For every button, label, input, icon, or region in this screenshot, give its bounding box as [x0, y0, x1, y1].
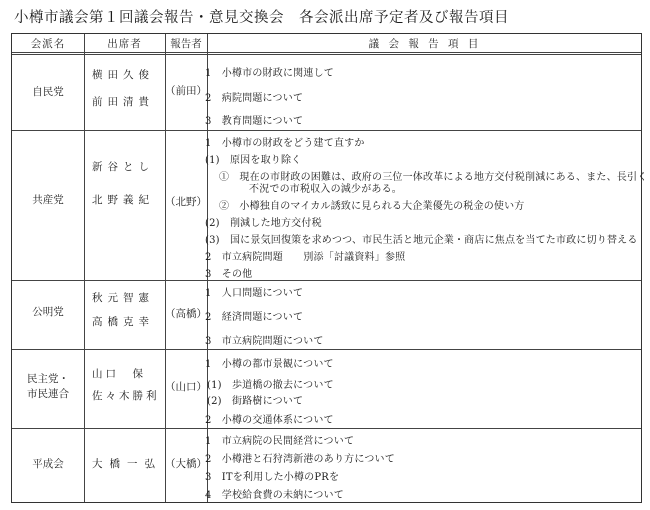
report-item: 1 小樽市の財政に関連して	[205, 68, 334, 79]
report-item: 1 人口問題について	[205, 288, 304, 299]
party-name	[12, 372, 84, 402]
reporter: （前田）	[165, 85, 207, 97]
report-item: 3 教育問題について	[205, 116, 304, 127]
report-item: 1 小樽の都市景観について	[205, 359, 334, 370]
report-item: 2 病院問題について	[205, 93, 304, 104]
party-name: 公明党	[32, 305, 64, 318]
attendee: 大橋一弘	[92, 458, 162, 470]
header-reporter: 報告者	[170, 38, 202, 50]
attendee: 横田久俊	[92, 69, 154, 81]
row-divider	[12, 280, 641, 281]
report-item: 3 市立病院問題について	[205, 336, 324, 347]
party-name: 平成会	[32, 457, 64, 470]
report-item: 3 ITを利用した小樽のPRを	[205, 472, 340, 483]
report-item: (2) 街路樹について	[207, 396, 304, 407]
report-item: 2 市立病院問題 別添「討議資料」参照	[205, 252, 406, 263]
party-name-line: 市民連合	[27, 388, 69, 400]
row-divider	[12, 349, 641, 350]
column-divider	[165, 34, 166, 502]
report-item: (1) 原因を取り除く	[205, 155, 302, 166]
header-divider	[12, 52, 641, 55]
header-attendees: 出席者	[107, 38, 142, 50]
attendee: 山口 保	[92, 368, 146, 380]
report-item: 2 小樽港と石狩湾新港のあり方について	[205, 454, 395, 465]
reporter: （高橋）	[165, 308, 207, 320]
attendee: 前田清貴	[92, 96, 154, 108]
reporter: （山口）	[165, 381, 207, 393]
party-name: 自民党	[32, 85, 64, 98]
reporter: （北野）	[165, 196, 207, 208]
party-name-line: 民主党・	[27, 373, 69, 386]
row-divider	[12, 428, 641, 429]
attendee: 佐々木勝利	[92, 390, 160, 402]
header-items: 議 会 報 告 項 目	[368, 38, 482, 50]
report-item: 1 小樽市の財政をどう建て直すか	[205, 138, 365, 149]
report-item: (2) 削減した地方交付税	[205, 218, 322, 229]
report-item: 1 市立病院の民間経営について	[205, 436, 355, 447]
report-item: 不況での市税収入の減少がある。	[249, 184, 402, 195]
party-name: 共産党	[32, 193, 64, 206]
report-table	[11, 33, 648, 503]
page-title: 小樽市議会第１回議会報告・意見交換会 各会派出席予定者及び報告項目	[14, 10, 509, 26]
report-item: 4 学校給食費の未納について	[205, 490, 344, 501]
attendee: 北野義紀	[92, 194, 154, 206]
header-party: 会派名	[30, 38, 66, 50]
report-item: 3 その他	[205, 269, 253, 280]
attendee: 新谷とし	[92, 161, 154, 173]
report-item: 2 小樽の交通体系について	[205, 415, 334, 426]
report-item: (3) 国に景気回復策を求めつつ、市民生活と地元企業・商店に焦点を当てた市政に切り替える	[205, 235, 638, 246]
attendee: 高橋克幸	[92, 316, 154, 328]
column-divider	[84, 34, 85, 502]
report-item: (1) 歩道橋の撤去について	[207, 380, 334, 391]
row-divider	[12, 130, 641, 131]
report-item: 2 経済問題について	[205, 312, 304, 323]
report-item: ② 小樽独自のマイカル誘致に見られる大企業優先の税金の使い方	[219, 201, 525, 212]
attendee: 秋元智憲	[92, 292, 154, 304]
report-item: ① 現在の市財政の困難は、政府の三位一体改革による地方交付税削減にある、また、長引く	[219, 172, 648, 183]
reporter: （大橋）	[165, 458, 207, 470]
